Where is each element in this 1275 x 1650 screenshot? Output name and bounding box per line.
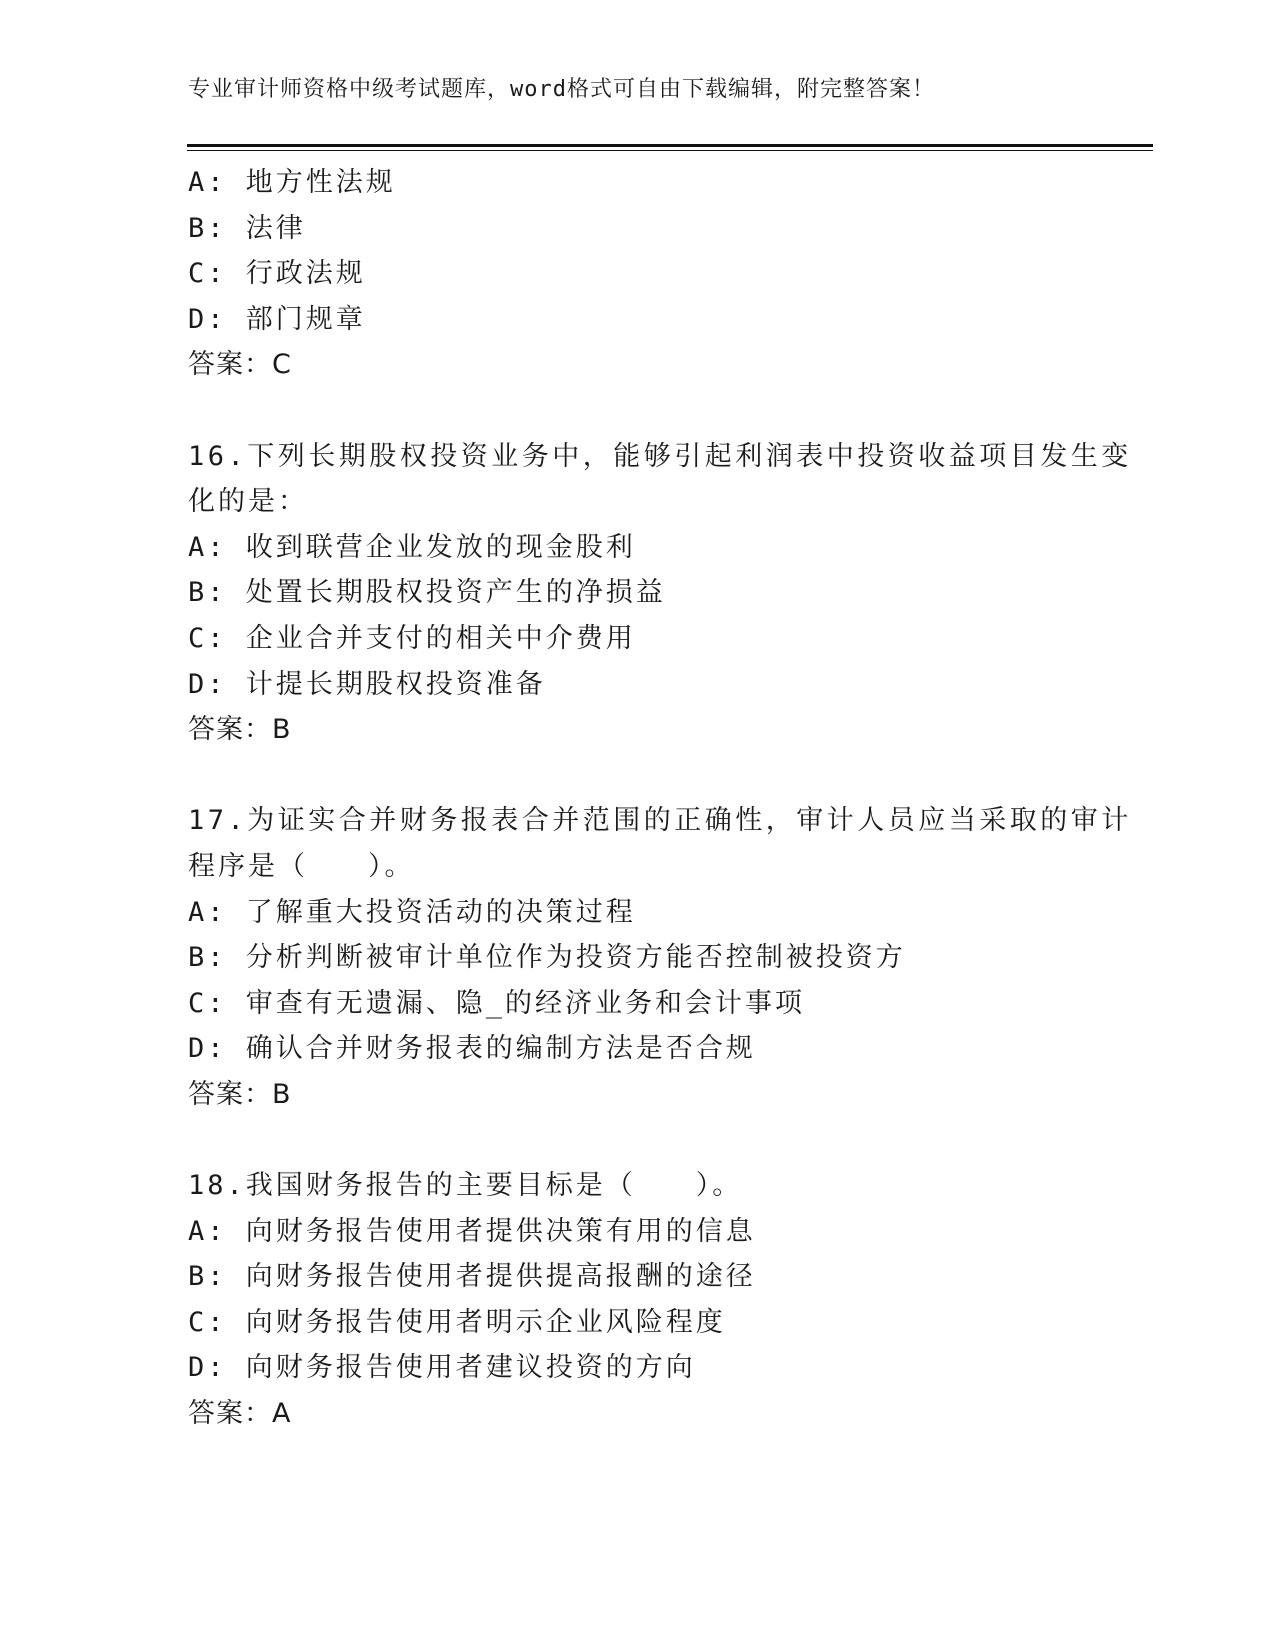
option-b: B: 法律 <box>188 212 306 244</box>
option-c: C: 向财务报告使用者明示企业风险程度 <box>188 1306 726 1338</box>
option-c: C: 行政法规 <box>188 258 366 290</box>
question-18-stem: 18.我国财务报告的主要目标是（ ）。 <box>188 1170 743 1202</box>
question-16-stem-cont: 化的是： <box>188 486 308 518</box>
answer: 答案：B <box>188 714 292 746</box>
option-d: D: 向财务报告使用者建议投资的方向 <box>188 1352 696 1384</box>
page-header: 专业审计师资格中级考试题库，word格式可自由下载编辑，附完整答案！ <box>188 77 935 102</box>
option-c: C: 企业合并支付的相关中介费用 <box>188 622 636 654</box>
option-d: D: 确认合并财务报表的编制方法是否合规 <box>188 1033 756 1065</box>
option-d: D: 计提长期股权投资准备 <box>188 668 546 700</box>
answer: 答案：A <box>188 1398 292 1430</box>
answer: 答案：B <box>188 1078 292 1110</box>
answer: 答案：C <box>188 349 292 381</box>
question-content <box>188 160 1132 1437</box>
option-a: A: 了解重大投资活动的决策过程 <box>188 896 636 928</box>
option-d: D: 部门规章 <box>188 303 366 335</box>
option-b: B: 向财务报告使用者提供提高报酬的途径 <box>188 1261 756 1293</box>
option-c: C: 审查有无遗漏、隐_的经济业务和会计事项 <box>188 987 806 1019</box>
option-a: A: 收到联营企业发放的现金股利 <box>188 531 636 563</box>
option-a: A: 向财务报告使用者提供决策有用的信息 <box>188 1215 756 1247</box>
question-16-stem: 16.下列长期股权投资业务中，能够引起利润表中投资收益项目发生变 <box>188 440 1132 472</box>
question-17-stem: 17.为证实合并财务报表合并范围的正确性，审计人员应当采取的审计 <box>188 805 1132 837</box>
header-rule-thin <box>187 150 1153 151</box>
question-17-stem-cont: 程序是（ ）。 <box>188 850 415 882</box>
option-b: B: 处置长期股权投资产生的净损益 <box>188 577 666 609</box>
option-b: B: 分析判断被审计单位作为投资方能否控制被投资方 <box>188 942 906 974</box>
option-a: A: 地方性法规 <box>188 167 396 198</box>
header-rule-thick <box>187 144 1153 147</box>
